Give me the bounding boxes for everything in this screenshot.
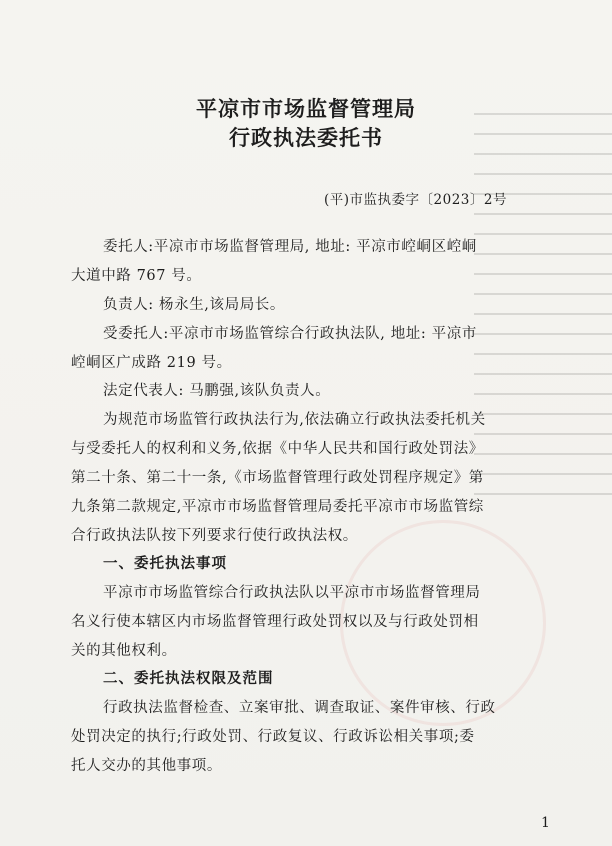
doc-title-line1: 平凉市市场监督管理局 xyxy=(196,96,416,121)
line-7: 为规范市场监管行政执法行为,依法确立行政执法委托机关 xyxy=(103,412,486,428)
document-number: (平)市监执委字〔2023〕2号 xyxy=(324,192,507,208)
line-19: 托人交办的其他事项。 xyxy=(71,758,222,774)
line-3: 负责人: 杨永生,该局局长。 xyxy=(103,297,286,313)
section-heading-1: 一、委托执法事项 xyxy=(103,556,227,572)
line-18: 处罚决定的执行;行政处罚、行政复议、行政诉讼相关事项;委 xyxy=(71,729,475,745)
line-9: 第二十条、第二十一条,《市场监督管理行政处罚程序规定》第 xyxy=(71,470,484,486)
line-15: 关的其他权利。 xyxy=(71,643,177,659)
line-17: 行政执法监督检查、立案审批、调查取证、案件审核、行政 xyxy=(103,700,496,716)
line-13: 平凉市市场监管综合行政执法队以平凉市市场监督管理局 xyxy=(103,585,481,601)
line-4: 受委托人:平凉市市场监管综合行政执法队, 地址: 平凉市 xyxy=(103,326,477,342)
line-8: 与受委托人的权利和义务,依据《中华人民共和国行政处罚法》 xyxy=(71,441,484,457)
line-6: 法定代表人: 马鹏强,该队负责人。 xyxy=(103,383,331,399)
line-10: 九条第二款规定,平凉市市场监督管理局委托平凉市市场监管综 xyxy=(71,499,484,515)
line-11: 合行政执法队按下列要求行使行政执法权。 xyxy=(71,528,358,544)
line-5: 崆峒区广成路 219 号。 xyxy=(71,355,232,371)
section-heading-2: 二、委托执法权限及范围 xyxy=(103,671,274,687)
line-2: 大道中路 767 号。 xyxy=(71,268,202,284)
doc-title-line2: 行政执法委托书 xyxy=(229,125,383,150)
page-number: 1 xyxy=(541,815,550,831)
line-14: 名义行使本辖区内市场监督管理行政处罚权以及与行政处罚相 xyxy=(71,614,479,630)
line-1: 委托人:平凉市市场监督管理局, 地址: 平凉市崆峒区崆峒 xyxy=(103,239,477,255)
